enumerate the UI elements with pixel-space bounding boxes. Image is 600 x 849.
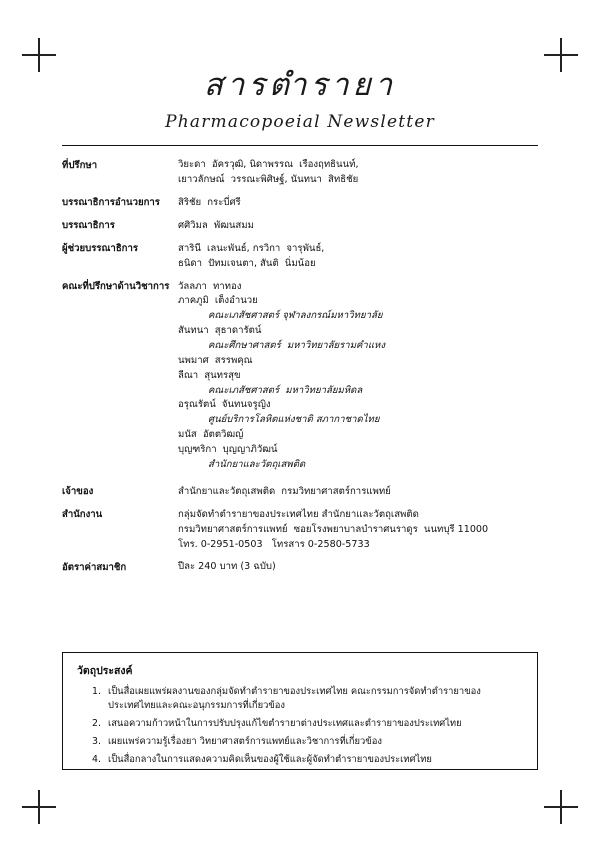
objective-number: 4. bbox=[92, 754, 101, 766]
publication-title-english: Pharmacopoeial Newsletter bbox=[165, 111, 435, 132]
credit-line: โทร. 0-2951-0503 โทรสาร 0-2580-5733 bbox=[178, 538, 370, 550]
credit-label: บรรณาธิการ bbox=[62, 220, 115, 232]
objective-text: เป็นสื่อกลางในการแสดงความคิดเห็นของผู้ใช้และผู้จัดทำตำรายาของประเทศไทย bbox=[108, 754, 432, 766]
credit-value bbox=[178, 508, 540, 553]
publication-title-thai: สารตำรายา bbox=[203, 67, 397, 103]
credit-line: กรมวิทยาศาสตร์การแพทย์ ซอยโรงพยาบาลบำราศนราดูร นนทบุรี 11000 bbox=[178, 523, 489, 535]
crop-mark-bottom-right bbox=[544, 790, 578, 824]
objective-item bbox=[81, 685, 525, 713]
credit-label: บรรณาธิการอำนวยการ bbox=[62, 197, 160, 209]
credit-row bbox=[62, 158, 540, 188]
objective-text: เสนอความก้าวหน้าในการปรับปรุงแก้ไขตำรายาต่างประเทศและตำรายาของประเทศไทย bbox=[108, 718, 462, 730]
masthead bbox=[60, 66, 540, 132]
credit-line: วัลลภา ทาทอง bbox=[178, 280, 242, 292]
credit-row bbox=[62, 280, 540, 473]
credit-row bbox=[62, 219, 540, 234]
credit-line: สำนักยาและวัตถุเสพติด กรมวิทยาศาสตร์การแพทย์ bbox=[178, 485, 391, 497]
credit-value bbox=[178, 280, 540, 473]
credit-row bbox=[62, 485, 540, 500]
credit-line: ภาคภูมิ เต็งอำนวย bbox=[178, 295, 258, 307]
credit-line: ปีละ 240 บาท (3 ฉบับ) bbox=[178, 561, 276, 573]
credit-line: เยาวลักษณ์ วรรณะพิศิษฐ์, นันทนา สิทธิชัย bbox=[178, 173, 359, 185]
credit-line: มนัส อัตตวิฒญ์ bbox=[178, 429, 244, 441]
credit-label: คณะที่ปรึกษาด้านวิชาการ bbox=[62, 281, 170, 293]
credit-label: สำนักงาน bbox=[62, 509, 103, 521]
credit-label: ที่ปรึกษา bbox=[62, 159, 98, 171]
objective-number: 2. bbox=[92, 718, 101, 730]
crop-mark-bottom-left bbox=[22, 790, 56, 824]
credit-line: สิริชัย กระบี่ศรี bbox=[178, 196, 241, 208]
crop-mark-top-right bbox=[544, 38, 578, 72]
credit-line: ศศิวิมล พัฒนสมม bbox=[178, 219, 254, 231]
objective-item bbox=[81, 735, 525, 749]
credit-row bbox=[62, 508, 540, 553]
credit-line: คณะเภสัชศาสตร์ จุฬาลงกรณ์มหาวิทยาลัย bbox=[208, 310, 383, 322]
credit-value bbox=[178, 242, 540, 272]
credit-line: สันทนา สุธาดารัตน์ bbox=[178, 325, 262, 337]
objective-number: 1. bbox=[92, 686, 101, 697]
credit-line: คณะเภสัชศาสตร์ มหาวิทยาลัยมหิดล bbox=[208, 384, 363, 396]
credit-line: สำนักยาและวัตถุเสพติด bbox=[208, 458, 306, 470]
crop-mark-top-left bbox=[22, 38, 56, 72]
credit-line: บุญฑริกา บุญญาภิวัฒน์ bbox=[178, 444, 278, 456]
credit-label: เจ้าของ bbox=[62, 486, 94, 498]
objective-item bbox=[81, 717, 525, 731]
objective-number: 3. bbox=[92, 736, 101, 748]
credit-line: นพมาศ สรรพคุณ bbox=[178, 354, 253, 366]
credit-line: ศูนย์บริการโลหิตแห่งชาติ สภากาชาดไทย bbox=[208, 414, 380, 426]
credit-value bbox=[178, 560, 540, 575]
credit-line: วิยะดา อัครวุฒิ, นิดาพรรณ เรืองฤทธินนท์, bbox=[178, 159, 359, 170]
credit-line: ธนิดา ปัทมเจนตา, สันติ นิ่มน้อย bbox=[178, 257, 316, 269]
credit-line: กลุ่มจัดทำตำรายาของประเทศไทย สำนักยาและวัตถุเสพติด bbox=[178, 508, 419, 520]
credit-line: ลีณา สุนทรสุข bbox=[178, 369, 241, 381]
credit-value bbox=[178, 485, 540, 500]
objectives-box bbox=[62, 652, 538, 770]
credit-line: อรุณรัตน์ จันทนจรูญิง bbox=[178, 399, 271, 411]
credit-line: สารินี เลนะพันธ์, กรวิกา จารุพันธ์, bbox=[178, 242, 325, 254]
credit-line: คณะศึกษาศาสตร์ มหาวิทยาลัยรามคำแหง bbox=[208, 340, 386, 352]
objective-item bbox=[81, 753, 525, 767]
objectives-title: วัตถุประสงค์ bbox=[77, 665, 133, 677]
credit-row bbox=[62, 196, 540, 211]
credit-label: อัตราค่าสมาชิก bbox=[62, 561, 127, 573]
credit-value bbox=[178, 158, 540, 188]
masthead-credits bbox=[62, 158, 540, 584]
credit-value bbox=[178, 196, 540, 211]
objective-text: เป็นสื่อเผยแพร่ผลงานของกลุ่มจัดทำตำรายาของประเทศไทย คณะกรรมการจัดทำตำรายาของประเทศไทยและคณะอนุกรรมการที่เกี่ยวข้อง bbox=[108, 686, 481, 712]
credit-label: ผู้ช่วยบรรณาธิการ bbox=[62, 243, 139, 255]
credit-row bbox=[62, 560, 540, 575]
credit-value bbox=[178, 219, 540, 234]
objectives-list bbox=[81, 685, 525, 772]
masthead-divider bbox=[62, 145, 538, 146]
objective-text: เผยแพร่ความรู้เรื่องยา วิทยาศาสตร์การแพทย์และวิชาการที่เกี่ยวข้อง bbox=[108, 736, 382, 748]
credit-row bbox=[62, 242, 540, 272]
